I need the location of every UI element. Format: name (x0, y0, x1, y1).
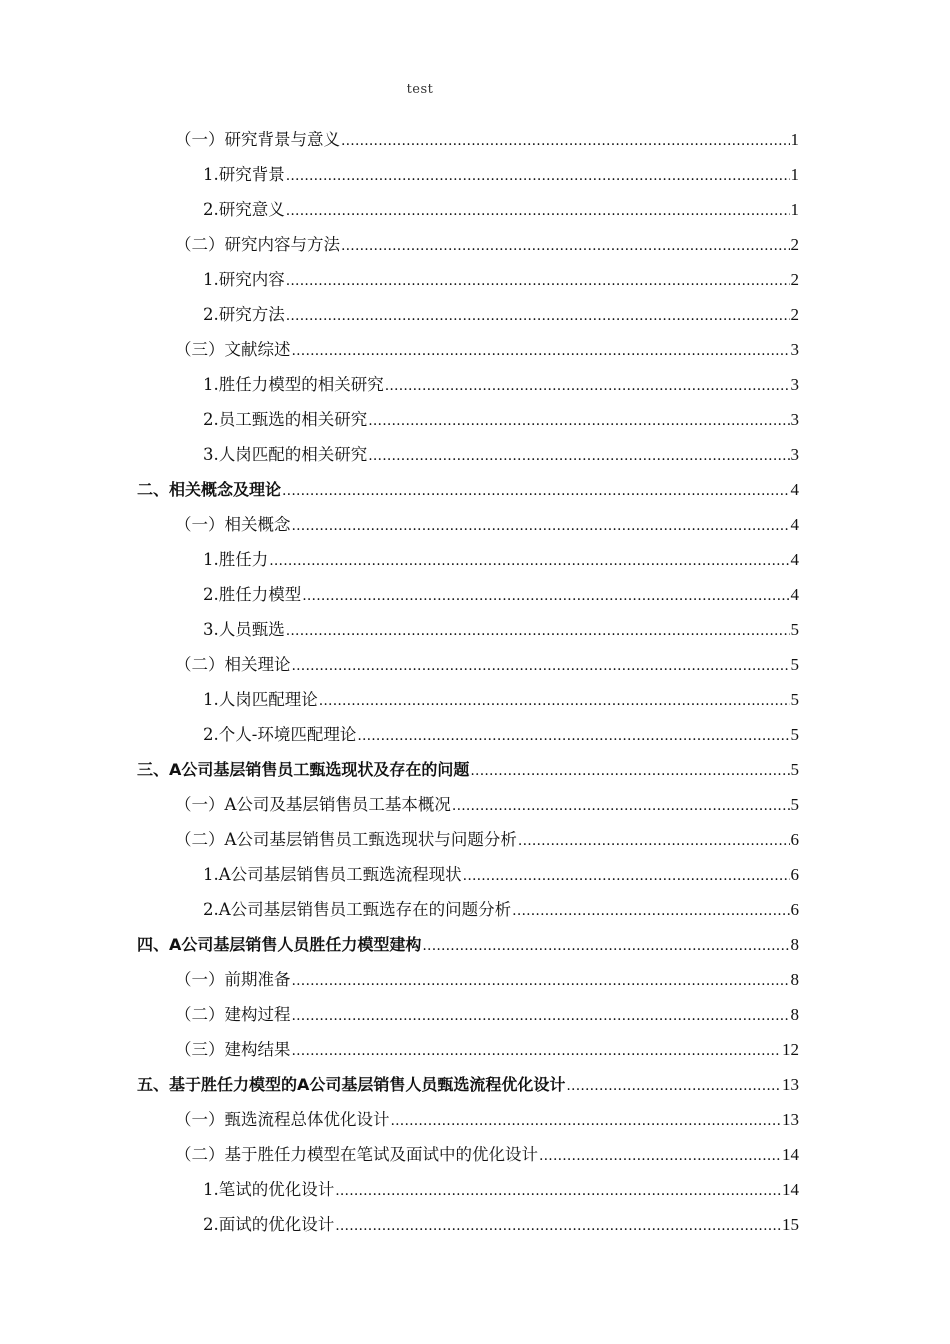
toc-leader-dots (391, 1104, 782, 1139)
toc-page-number: 2 (790, 305, 799, 324)
toc-entry-title: （一）相关概念 (175, 515, 291, 534)
toc-page-number: 3 (790, 445, 799, 464)
toc-entry[interactable] (137, 297, 799, 332)
toc-leader-dots (292, 1034, 782, 1069)
toc-entry-title: （一）A公司及基层销售员工基本概况 (175, 795, 451, 814)
toc-entry-title: 1.研究背景 (203, 165, 285, 184)
toc-entry-title: 2.员工甄选的相关研究 (203, 410, 368, 429)
toc-entry[interactable] (137, 682, 799, 717)
toc-entry-title: 三、A公司基层销售员工甄选现状及存在的问题 (137, 760, 470, 779)
toc-page-number: 4 (790, 515, 799, 534)
toc-entry[interactable] (137, 332, 799, 367)
toc-leader-dots (368, 404, 789, 439)
toc-entry-title: 2.胜任力模型 (203, 585, 302, 604)
toc-entry[interactable] (137, 157, 799, 192)
toc-page-number: 14 (782, 1180, 799, 1199)
toc-entry[interactable] (137, 717, 799, 752)
toc-leader-dots (286, 614, 790, 649)
toc-entry-title: 1.A公司基层销售员工甄选流程现状 (203, 865, 462, 884)
toc-entry[interactable] (137, 542, 799, 577)
toc-page-number: 8 (790, 970, 799, 989)
toc-page-number: 5 (790, 655, 799, 674)
toc-entry-title: （二）建构过程 (175, 1005, 291, 1024)
toc-entry[interactable] (137, 227, 799, 262)
toc-page-number: 2 (790, 235, 799, 254)
toc-page-number: 5 (790, 760, 799, 779)
toc-entry-title: （一）前期准备 (175, 970, 291, 989)
toc-entry[interactable] (137, 1067, 799, 1102)
toc-leader-dots (385, 369, 790, 404)
toc-entry-title: （一）甄选流程总体优化设计 (175, 1110, 390, 1129)
toc-leader-dots (292, 964, 790, 999)
toc-leader-dots (357, 719, 789, 754)
toc-entry[interactable] (137, 787, 799, 822)
toc-entry-title: 1.人岗匹配理论 (203, 690, 318, 709)
toc-entry-title: 四、A公司基层销售人员胜任力模型建构 (137, 935, 422, 954)
toc-leader-dots (512, 894, 789, 929)
toc-leader-dots (292, 334, 790, 369)
toc-entry-title: 2.面试的优化设计 (203, 1215, 335, 1234)
toc-entry[interactable] (137, 927, 799, 962)
toc-page-number: 3 (790, 340, 799, 359)
toc-page-number: 6 (790, 900, 799, 919)
toc-entry[interactable] (137, 1102, 799, 1137)
toc-leader-dots (319, 684, 790, 719)
page-header: test (406, 82, 434, 97)
toc-leader-dots (286, 159, 790, 194)
toc-entry-title: （三）文献综述 (175, 340, 291, 359)
toc-entry[interactable] (137, 122, 799, 157)
toc-page-number: 3 (790, 410, 799, 429)
toc-entry-title: 1.胜任力模型的相关研究 (203, 375, 384, 394)
toc-page-number: 15 (782, 1215, 799, 1234)
toc-entry[interactable] (137, 647, 799, 682)
toc-entry[interactable] (137, 1137, 799, 1172)
toc-leader-dots (292, 649, 790, 684)
toc-entry[interactable] (137, 857, 799, 892)
toc-leader-dots (286, 299, 790, 334)
toc-leader-dots (463, 859, 790, 894)
toc-leader-dots (518, 824, 790, 859)
toc-entry[interactable] (137, 437, 799, 472)
toc-entry[interactable] (137, 962, 799, 997)
toc-page-number: 1 (790, 200, 799, 219)
toc-leader-dots (286, 194, 790, 229)
toc-leader-dots (292, 999, 790, 1034)
toc-page-number: 5 (790, 620, 799, 639)
toc-entry-title: 1.笔试的优化设计 (203, 1180, 335, 1199)
toc-entry[interactable] (137, 892, 799, 927)
toc-entry[interactable] (137, 1032, 799, 1067)
toc-entry-title: 五、基于胜任力模型的A公司基层销售人员甄选流程优化设计 (137, 1075, 566, 1094)
toc-entry[interactable] (137, 367, 799, 402)
toc-entry-title: （三）建构结果 (175, 1040, 291, 1059)
toc-entry[interactable] (137, 262, 799, 297)
toc-leader-dots (335, 1209, 781, 1244)
toc-page-number: 3 (790, 375, 799, 394)
toc-page-number: 4 (790, 480, 799, 499)
toc-page-number: 6 (790, 865, 799, 884)
toc-entry[interactable] (137, 402, 799, 437)
toc-entry[interactable] (137, 997, 799, 1032)
toc-page-number: 6 (790, 830, 799, 849)
toc-leader-dots (368, 439, 789, 474)
toc-leader-dots (566, 1069, 781, 1104)
toc-entry-title: （二）A公司基层销售员工甄选现状与问题分析 (175, 830, 517, 849)
toc-page-number: 12 (782, 1040, 799, 1059)
toc-leader-dots (341, 229, 790, 264)
toc-entry-title: 2.研究意义 (203, 200, 285, 219)
toc-leader-dots (282, 474, 789, 509)
toc-entry-title: 1.胜任力 (203, 550, 269, 569)
toc-page-number: 2 (790, 270, 799, 289)
toc-page-number: 13 (782, 1075, 799, 1094)
toc-entry-title: 2.A公司基层销售员工甄选存在的问题分析 (203, 900, 512, 919)
toc-leader-dots (302, 579, 789, 614)
toc-page-number: 8 (790, 935, 799, 954)
toc-page-number: 5 (790, 690, 799, 709)
toc-entry[interactable] (137, 507, 799, 542)
toc-entry-title: （一）研究背景与意义 (175, 130, 340, 149)
toc-page-number: 13 (782, 1110, 799, 1129)
toc-entry[interactable] (137, 1172, 799, 1207)
toc-leader-dots (539, 1139, 781, 1174)
toc-entry[interactable] (137, 577, 799, 612)
toc-entry-title: （二）基于胜任力模型在笔试及面试中的优化设计 (175, 1145, 538, 1164)
toc-page-number: 5 (790, 795, 799, 814)
toc-page-number: 4 (790, 550, 799, 569)
toc-entry-title: 3.人员甄选 (203, 620, 285, 639)
toc-leader-dots (341, 124, 790, 159)
toc-entry[interactable] (137, 752, 799, 787)
table-of-contents (137, 122, 799, 1242)
toc-page-number: 4 (790, 585, 799, 604)
toc-entry[interactable] (137, 192, 799, 227)
toc-entry-title: 二、相关概念及理论 (137, 480, 282, 499)
toc-page-number: 14 (782, 1145, 799, 1164)
toc-entry-title: （二）研究内容与方法 (175, 235, 340, 254)
toc-page-number: 5 (790, 725, 799, 744)
toc-leader-dots (470, 754, 789, 789)
toc-entry[interactable] (137, 612, 799, 647)
toc-entry[interactable] (137, 1207, 799, 1242)
toc-leader-dots (292, 509, 790, 544)
toc-page-number: 1 (790, 165, 799, 184)
toc-entry-title: （二）相关理论 (175, 655, 291, 674)
toc-leader-dots (422, 929, 789, 964)
toc-page-number: 1 (790, 130, 799, 149)
toc-entry-title: 3.人岗匹配的相关研究 (203, 445, 368, 464)
toc-page-number: 8 (790, 1005, 799, 1024)
toc-leader-dots (452, 789, 790, 824)
toc-entry-title: 2.个人-环境匹配理论 (203, 725, 357, 744)
toc-entry[interactable] (137, 822, 799, 857)
toc-entry-title: 1.研究内容 (203, 270, 285, 289)
toc-entry[interactable] (137, 472, 799, 507)
toc-entry-title: 2.研究方法 (203, 305, 285, 324)
toc-leader-dots (335, 1174, 781, 1209)
toc-leader-dots (286, 264, 790, 299)
toc-leader-dots (269, 544, 789, 579)
